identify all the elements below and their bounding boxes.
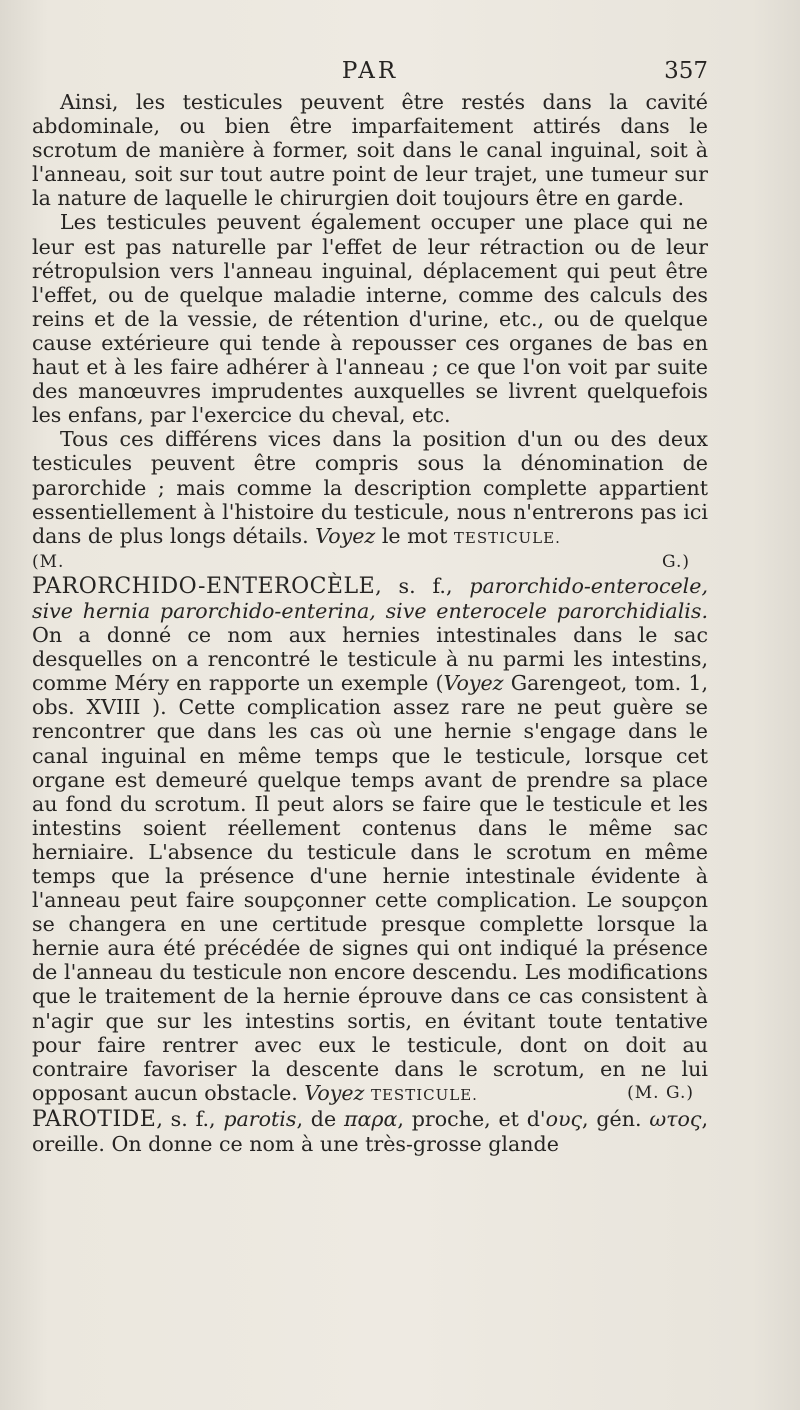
cross-reference-testicule: TESTICULE. <box>370 1085 478 1104</box>
paragraph-parorchide <box>32 427 708 549</box>
entry-text-part2: Garengeot, tom. 1, obs. XVIII ). Cette complication assez rare ne peut guère se rencontrer que dans les cas où une hernie s'engage dans le canal inguinal en même temps que le testicule, lorsque cet organe est demeuré quelque temps avant de prendre sa place au fond du scrotum. Il peut alors se faire que le testicule et les intestins soient réellement contenus dans le même sac herniaire. L'absence du testicule dans le scrotum en même temps que la présence d'une hernie intestinale évidente à l'anneau peut faire soupçonner cette complication. Le soupçon se changera en une certitude presque complette lorsque la hernie aura été précédée de signes qui ont indiqué la présence de l'anneau du testicule non encore descendu. Les modifications que le traitement de la hernie éprouve dans ce cas consistent à n'agir que sur les intestins sortis, en évitant toute tentative pour faire rentrer avec eux le testicule, dont on doit au contraire favoriser la descente dans le scrotum, en ne lui opposant aucun obstacle. <box>32 671 708 1105</box>
entry-parotide <box>32 1107 708 1156</box>
entry-text: , gén. <box>582 1106 650 1131</box>
paragraph-parorchide-tail: le mot <box>381 523 448 548</box>
entry-parorchido-enterocele <box>32 574 708 1107</box>
page-number: 357 <box>664 58 708 84</box>
page-body <box>32 90 708 1156</box>
entry-latin-synonyms: parorchido-enterocele, sive hernia parorchido-enterina, sive enterocele parorchidialis. <box>32 573 708 623</box>
entry-headword: PARORCHIDO-ENTEROCÈLE <box>32 573 376 599</box>
author-signature: (M. G.) <box>627 1082 694 1103</box>
voyez-reference: Voyez <box>304 1080 365 1105</box>
paragraph-testicules-position: Ainsi, les testicules peuvent être restés dans la cavité abdominale, ou bien être imparfaitement attirés dans le scrotum de manière à former, soit dans le canal inguinal, soit à l'anneau, soit sur tout autre point de leur trajet, une tumeur sur la nature de laquelle le chirurgien doit toujours être en garde. <box>32 90 708 211</box>
page-header <box>32 58 708 92</box>
author-signature: (M. G.) <box>32 551 690 572</box>
entry-headword: PAROTIDE <box>32 1106 157 1132</box>
entry-grammar: , s. f., <box>375 573 470 598</box>
entry-text: , s. f., <box>156 1106 224 1131</box>
entry-text: , de <box>296 1106 344 1131</box>
entry-text-part1: On a donné ce nom aux hernies intestinales dans le sac desquelles on a rencontré le testicule à nu parmi les intestins, comme Méry en rapporte un exemple ( <box>32 623 708 696</box>
paragraph-parorchide-text: Tous ces différens vices dans la position d'un ou des deux testicules peuvent être compris sous la dénomination de parorchide ; mais comme la description complette appartient essentiellement à l'histoire du testicule, nous n'entrerons pas ici dans de plus longs détails. <box>32 427 708 548</box>
entry-greek: παρα <box>343 1106 398 1131</box>
entry-greek: ωτος <box>649 1106 702 1131</box>
running-head: PAR <box>341 58 399 84</box>
entry-text: , proche, et d' <box>397 1106 546 1131</box>
paragraph-testicules-retraction: Les testicules peuvent également occuper une place qui ne leur est pas naturelle par l'effet de leur rétraction ou de leur rétropulsion vers l'anneau inguinal, déplacement qui peut être l'effet, ou de quelque maladie interne, comme des calculs des reins et de la vessie, de rétention d'urine, etc., ou de quelque cause extérieure qui tende à repousser ces organes de bas en haut et à les faire adhérer à l'anneau ; ce que l'on voit par suite des manœuvres imprudentes auxquelles se livrent quelquefois les enfans, par l'exercice du cheval, etc. <box>32 210 708 428</box>
voyez-reference: Voyez <box>315 523 376 548</box>
entry-text: , oreille. On donne ce nom à une très-grosse glande <box>32 1106 708 1157</box>
voyez-reference: Voyez <box>443 671 504 696</box>
entry-greek: ους <box>545 1106 583 1131</box>
entry-latin: parotis <box>223 1106 297 1131</box>
cross-reference-testicule: TESTICULE. <box>453 528 561 547</box>
